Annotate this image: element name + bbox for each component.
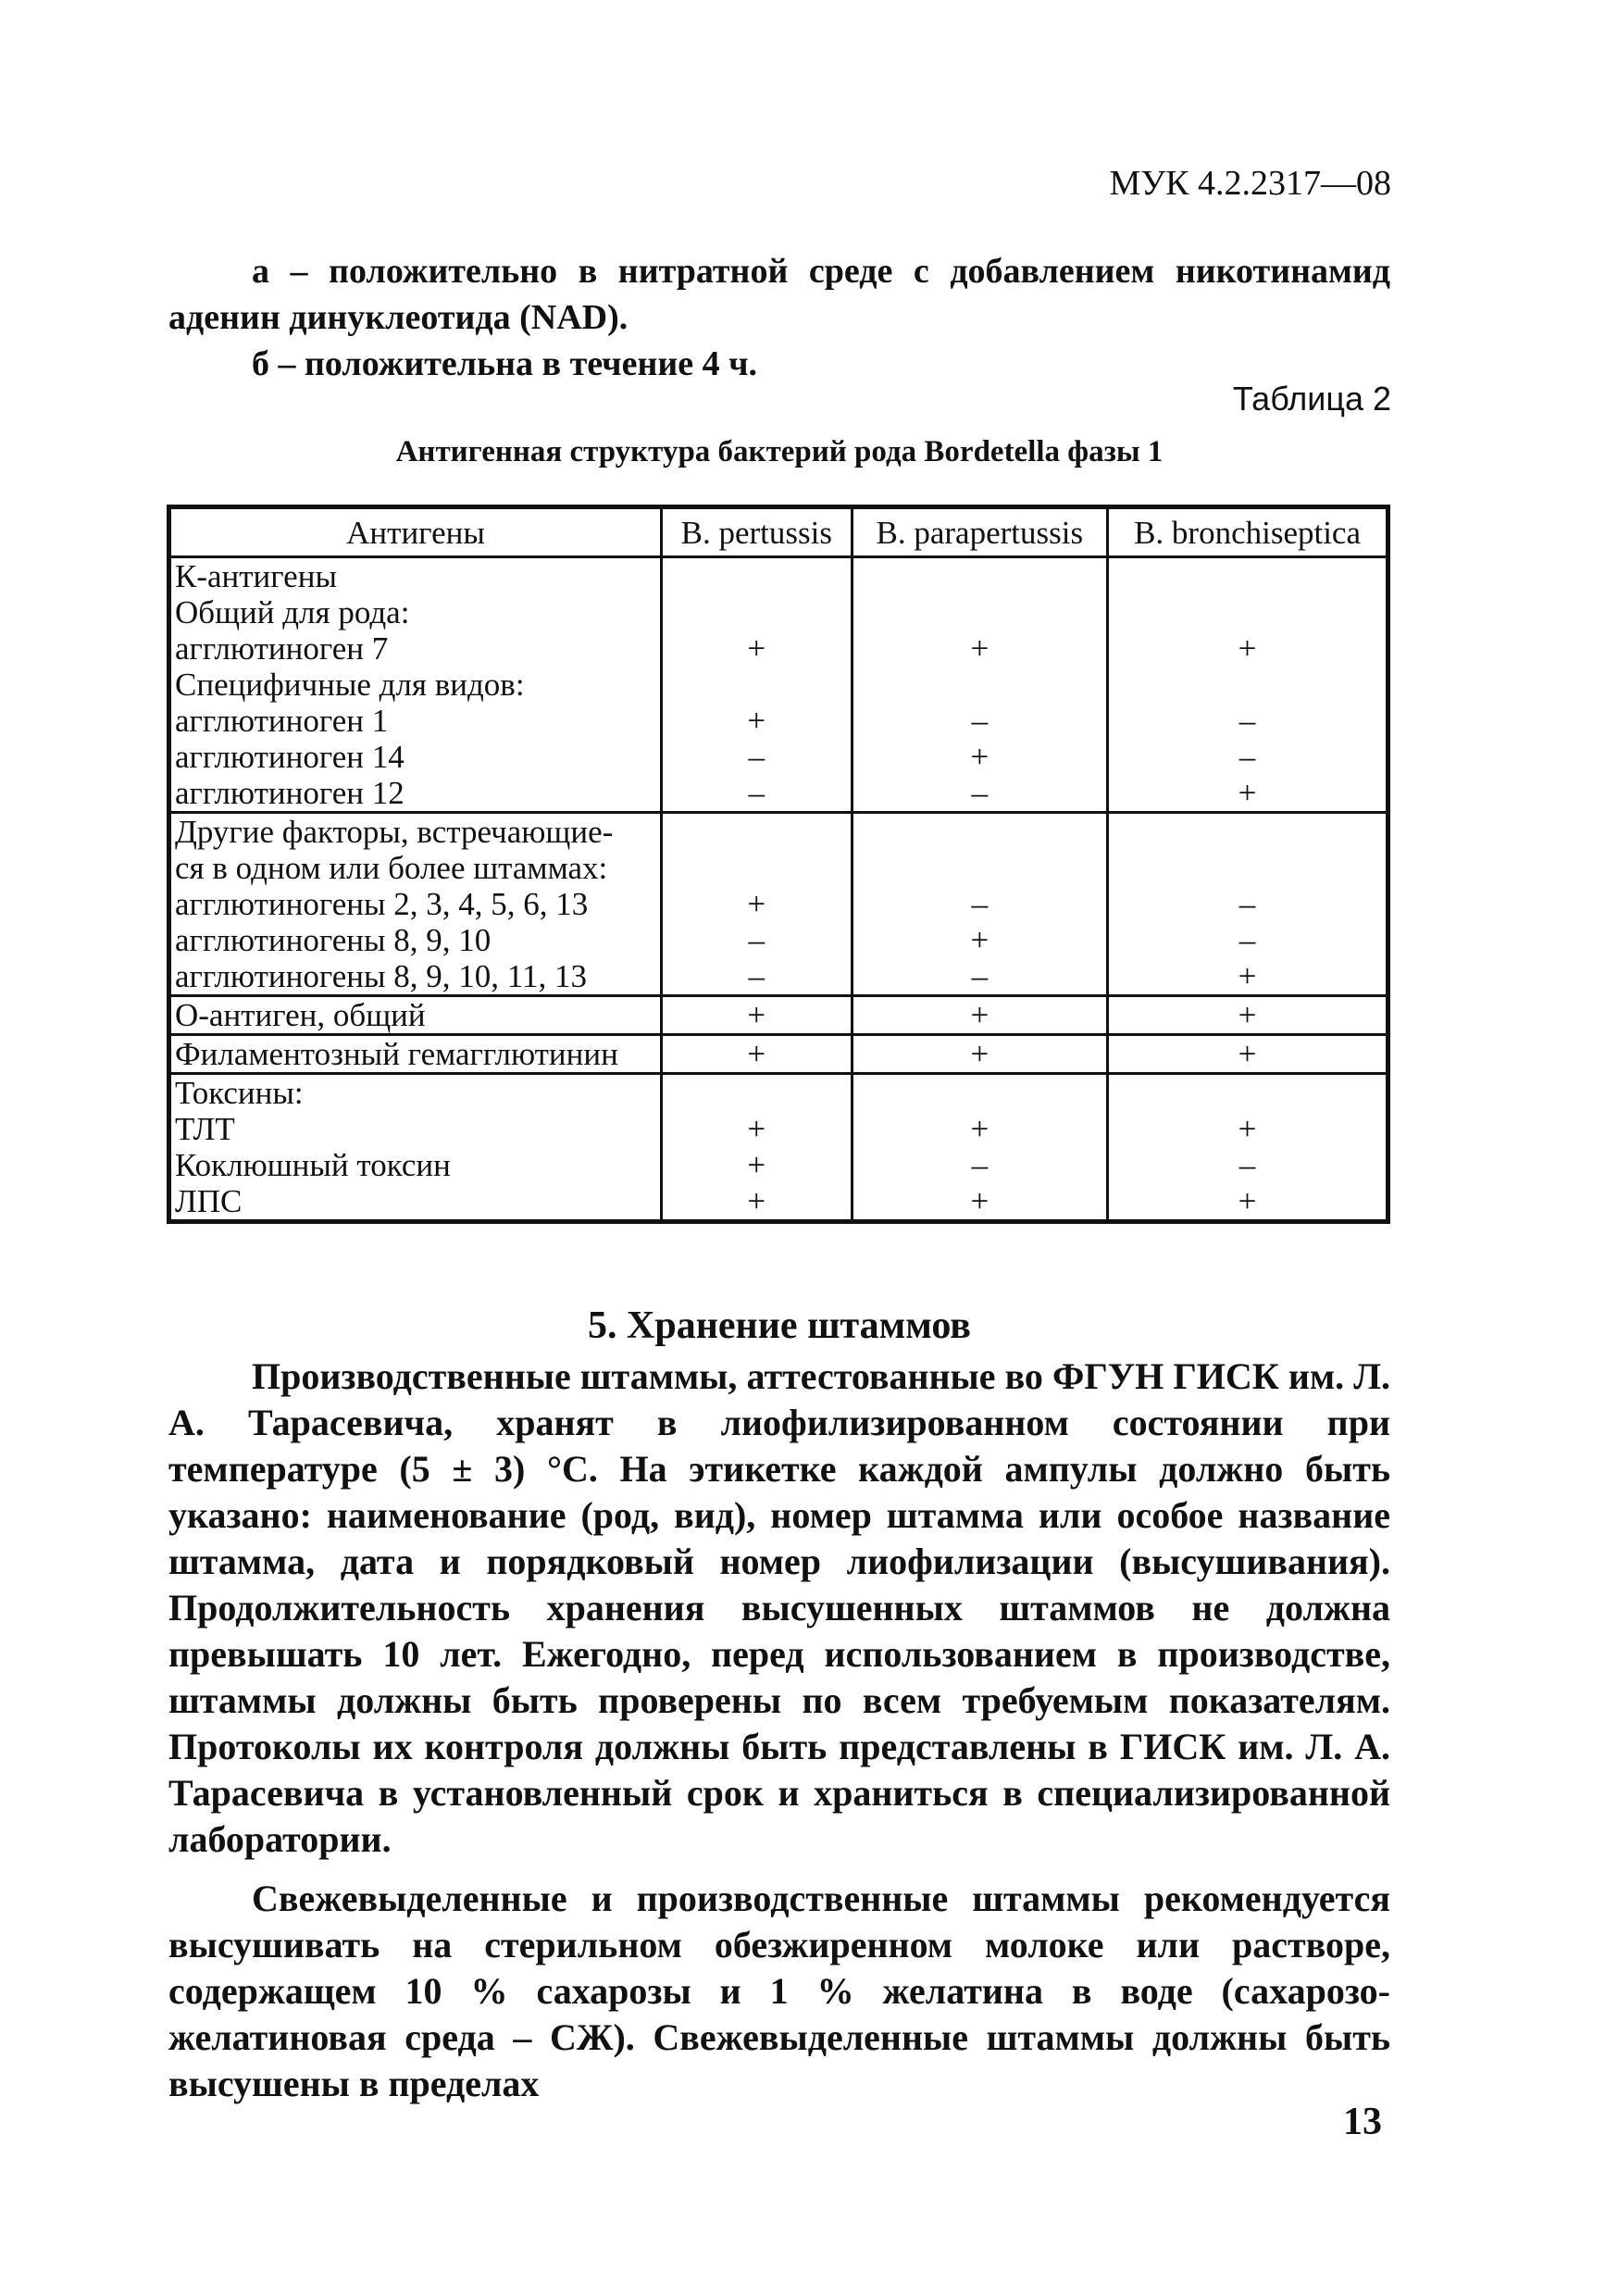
reaction-value xyxy=(666,1075,847,1111)
value-cell xyxy=(662,1074,853,1222)
table-row xyxy=(169,557,1388,813)
value-cell xyxy=(852,557,1108,813)
antigen-label: Филаментозный гемагглютинин xyxy=(175,1036,618,1072)
value-cell xyxy=(1108,1035,1388,1074)
reaction-value: – xyxy=(971,886,989,922)
table-body xyxy=(169,557,1388,1222)
table-row xyxy=(169,1074,1388,1222)
reaction-value: – xyxy=(971,1147,989,1183)
value-cell xyxy=(662,996,853,1035)
antigen-label: агглютиноген 12 xyxy=(175,775,404,811)
reaction-value: – xyxy=(748,922,765,958)
reaction-value: – xyxy=(1238,739,1256,775)
value-cell xyxy=(1108,996,1388,1035)
value-cell xyxy=(1108,1074,1388,1222)
header-parapertussis: B. parapertussis xyxy=(852,507,1108,557)
reaction-value: – xyxy=(971,775,989,811)
value-cell xyxy=(662,1035,853,1074)
reaction-value: + xyxy=(747,1147,766,1183)
footnotes xyxy=(168,248,1390,387)
reaction-value xyxy=(666,558,847,594)
antigen-label: ся в одном или более штаммах: xyxy=(175,850,608,886)
table-row xyxy=(169,996,1388,1035)
antigen-label: агглютиногены 8, 9, 10, 11, 13 xyxy=(175,958,588,994)
antigen-label: агглютиногены 8, 9, 10 xyxy=(175,922,492,958)
antigen-label-cell xyxy=(169,557,662,813)
reaction-value: – xyxy=(1238,703,1256,739)
note-b: б – положительна в течение 4 ч. xyxy=(252,344,758,383)
antigen-label-cell xyxy=(169,996,662,1035)
value-cell xyxy=(852,996,1108,1035)
page-number: 13 xyxy=(1343,2101,1382,2143)
antigen-label: О-антиген, общий xyxy=(175,997,426,1033)
section-body xyxy=(168,1354,1390,2107)
antigen-label-cell xyxy=(169,1074,662,1222)
reaction-value: + xyxy=(1238,630,1257,667)
reaction-value xyxy=(1113,667,1382,703)
antigen-label: Коклюшный токсин xyxy=(175,1147,451,1183)
paragraph: Свежевыделенные и производственные штаммы рекомендуется высушивать на стерильном обезжиренном молоке или растворе, содержащем 10 % сахарозы и 1 % желатина в воде (сахарозо-желатиновая среда – СЖ). Свежевыделенные штаммы должны быть высушены в пределах xyxy=(168,1878,1390,2104)
reaction-value: + xyxy=(747,1036,766,1072)
reaction-value xyxy=(666,667,847,703)
antigen-label: К-антигены xyxy=(175,558,337,594)
table-row xyxy=(169,813,1388,996)
reaction-value xyxy=(666,594,847,630)
value-cell xyxy=(852,1074,1108,1222)
reaction-value: – xyxy=(748,958,765,994)
reaction-value: + xyxy=(1238,775,1257,811)
reaction-value xyxy=(857,558,1103,594)
value-cell xyxy=(662,813,853,996)
reaction-value: + xyxy=(970,922,989,958)
reaction-value: + xyxy=(747,997,766,1033)
reaction-value xyxy=(1113,594,1382,630)
antigen-label: Токсины: xyxy=(175,1075,304,1111)
paragraph: Производственные штаммы, аттестованные во ФГУН ГИСК им. Л. А. Тарасевича, хранят в лиофилизированном состоянии при температуре (5 ± 3) °С. На этикетке каждой ампулы должно быть указано: наименование (род, вид), номер штамма или особое название штамма, дата и порядковый номер лиофилизации (высушивания). Продолжительность хранения высушенных штаммов не должна превышать 10 лет. Ежегодно, перед использованием в производстве, штаммы должны быть проверены по всем требуемым показателям. Протоколы их контроля должны быть представлены в ГИСК им. Л. А. Тарасевича в установленный срок и храниться в специализированной лаборатории. xyxy=(168,1355,1390,1860)
antigen-label-cell xyxy=(169,1035,662,1074)
antigen-label: агглютиноген 1 xyxy=(175,703,389,739)
reaction-value: + xyxy=(970,630,989,667)
reaction-value: – xyxy=(971,958,989,994)
value-cell xyxy=(852,1035,1108,1074)
value-cell xyxy=(852,813,1108,996)
reaction-value: – xyxy=(1238,886,1256,922)
reaction-value: + xyxy=(1238,997,1257,1033)
reaction-value xyxy=(1113,814,1382,850)
table-title: Антигенная структура бактерий рода Bordetella фазы 1 xyxy=(395,435,1164,468)
reaction-value: – xyxy=(748,775,765,811)
table-header-row xyxy=(169,507,1388,557)
header-bronchiseptica: B. bronchiseptica xyxy=(1108,507,1388,557)
reaction-value: + xyxy=(1238,1183,1257,1219)
antigen-label: ЛПС xyxy=(175,1183,243,1219)
reaction-value xyxy=(857,850,1103,886)
reaction-value: + xyxy=(747,703,766,739)
reaction-value xyxy=(857,667,1103,703)
reaction-value: + xyxy=(1238,958,1257,994)
reaction-value: + xyxy=(970,739,989,775)
reaction-value: + xyxy=(970,1183,989,1219)
antigen-label-cell xyxy=(169,813,662,996)
reaction-value: + xyxy=(747,1183,766,1219)
reaction-value xyxy=(857,814,1103,850)
note-a: а – положительно в нитратной среде с добавлением никотинамид аденин динуклеотида (NAD). xyxy=(168,252,1390,337)
value-cell xyxy=(662,557,853,813)
value-cell xyxy=(1108,813,1388,996)
reaction-value: + xyxy=(747,886,766,922)
reaction-value: + xyxy=(970,1111,989,1147)
reaction-value xyxy=(1113,558,1382,594)
reaction-value xyxy=(666,814,847,850)
reaction-value: + xyxy=(747,1111,766,1147)
reaction-value xyxy=(1113,850,1382,886)
table-label: Таблица 2 xyxy=(1232,380,1391,418)
header-pertussis: B. pertussis xyxy=(662,507,853,557)
header-antigens: Антигены xyxy=(169,507,662,557)
antigen-label: агглютиноген 7 xyxy=(175,630,389,667)
reaction-value: – xyxy=(1238,922,1256,958)
reaction-value xyxy=(1113,1075,1382,1111)
antigen-table xyxy=(167,505,1390,1224)
section-heading: 5. Хранение штаммов xyxy=(588,1304,971,1347)
antigen-label: агглютиногены 2, 3, 4, 5, 6, 13 xyxy=(175,886,589,922)
reaction-value: + xyxy=(747,630,766,667)
reaction-value: + xyxy=(1238,1036,1257,1072)
antigen-label: Общий для рода: xyxy=(175,594,410,630)
table-row xyxy=(169,1035,1388,1074)
reaction-value xyxy=(666,850,847,886)
reaction-value xyxy=(857,594,1103,630)
reaction-value: + xyxy=(970,997,989,1033)
antigen-label: ТЛТ xyxy=(175,1111,235,1147)
reaction-value: – xyxy=(1238,1147,1256,1183)
reaction-value xyxy=(857,1075,1103,1111)
reaction-value: – xyxy=(971,703,989,739)
reaction-value: + xyxy=(970,1036,989,1072)
value-cell xyxy=(1108,557,1388,813)
reaction-value: – xyxy=(748,739,765,775)
antigen-label: Специфичные для видов: xyxy=(175,667,525,703)
antigen-label: Другие факторы, встречающие- xyxy=(175,814,614,850)
antigen-label: агглютиноген 14 xyxy=(175,739,404,775)
reaction-value: + xyxy=(1238,1111,1257,1147)
document-code: МУК 4.2.2317—08 xyxy=(1109,164,1391,203)
